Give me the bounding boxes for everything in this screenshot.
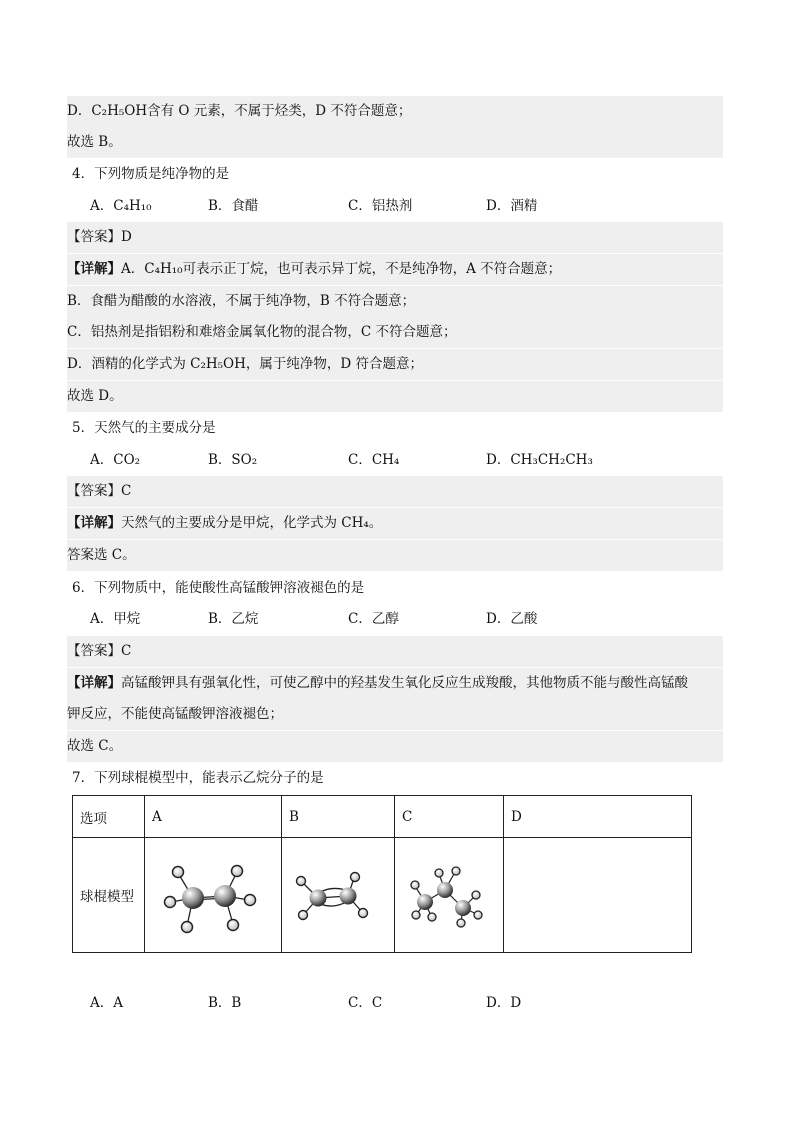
ball-stick-model-c [395, 838, 503, 952]
model-table-header-row [73, 796, 692, 838]
q4-detail-c: C．铝热剂是指铝粉和难熔金属氧化物的混合物，C 不符合题意； [67, 317, 723, 348]
model-table-body-row [73, 838, 692, 953]
header-b: B [282, 796, 395, 838]
ball-stick-model-b [282, 838, 394, 952]
q5-option-b: B．SO₂ [208, 452, 258, 468]
q5-option-a: A．CO₂ [90, 452, 141, 468]
q7-option-d: D．D [486, 995, 522, 1011]
q6-option-d: D．乙酸 [486, 611, 538, 627]
q4-detail-d: D．酒精的化学式为 C₂H₅OH，属于纯净物，D 符合题意； [67, 349, 723, 380]
q4-option-b: B．食醋 [208, 198, 259, 214]
q6-detail-text-1: 高锰酸钾具有强氧化性，可使乙醇中的羟基发生氧化反应生成羧酸，其他物质不能与酸性高锰酸 [121, 675, 688, 691]
cell-d [504, 838, 692, 953]
q5-option-c: C．CH₄ [348, 452, 400, 468]
q6-option-b: B．乙烷 [208, 611, 259, 627]
model-table [72, 795, 692, 953]
q5-answer: 【答案】C [67, 476, 723, 507]
q4-detail-label: 【详解】 [67, 261, 121, 277]
q4-detail-a [67, 254, 723, 285]
q5-stem: 5．天然气的主要成分是 [72, 420, 216, 436]
cell-a [145, 838, 282, 953]
q4-stem: 4．下列物质是纯净物的是 [72, 166, 230, 182]
q7-stem: 7．下列球棍模型中，能表示乙烷分子的是 [72, 770, 324, 786]
q4-option-a: A．C₄H₁₀ [90, 198, 152, 214]
q4-detail-b: B．食醋为醋酸的水溶液，不属于纯净物，B 不符合题意； [67, 286, 723, 317]
q5-detail-label: 【详解】 [67, 515, 121, 531]
q6-answer: 【答案】C [67, 636, 723, 667]
q7-option-c: C．C [348, 995, 383, 1011]
q6-detail-line-2: 钾反应，不能使高锰酸钾溶液褪色； [67, 699, 723, 730]
q4-conclusion: 故选 D。 [67, 381, 723, 412]
header-d: D [504, 796, 692, 838]
q4-answer: 【答案】D [67, 222, 723, 253]
header-c: C [395, 796, 504, 838]
cell-b [282, 838, 395, 953]
row-label: 球棍模型 [73, 838, 145, 953]
ball-stick-model-a [145, 838, 281, 952]
q6-stem: 6．下列物质中，能使酸性高锰酸钾溶液褪色的是 [72, 580, 365, 596]
q5-detail-text: 天然气的主要成分是甲烷，化学式为 CH₄。 [121, 515, 383, 531]
q5-conclusion: 答案选 C。 [67, 540, 723, 571]
q7-option-b: B．B [208, 995, 242, 1011]
prev-conclusion: 故选 B。 [67, 127, 723, 158]
q5-option-d: D．CH₃CH₂CH₃ [486, 452, 593, 468]
q4-detail-a-text: A．C₄H₁₀可表示正丁烷，也可表示异丁烷，不是纯净物，A 不符合题意； [121, 261, 562, 277]
q6-detail-line-1 [67, 668, 723, 699]
q5-detail [67, 508, 723, 539]
header-option: 选项 [73, 796, 145, 838]
q6-option-a: A．甲烷 [90, 611, 141, 627]
q6-option-c: C．乙醇 [348, 611, 399, 627]
q4-option-d: D．酒精 [486, 198, 538, 214]
q6-conclusion: 故选 C。 [67, 731, 723, 762]
q4-option-c: C．铝热剂 [348, 198, 413, 214]
prev-option-d-explanation: D．C₂H₅OH含有 O 元素，不属于烃类，D 不符合题意； [67, 96, 723, 127]
header-a: A [145, 796, 282, 838]
q7-option-a: A．A [90, 995, 123, 1011]
cell-c [395, 838, 504, 953]
q6-detail-label: 【详解】 [67, 675, 121, 691]
